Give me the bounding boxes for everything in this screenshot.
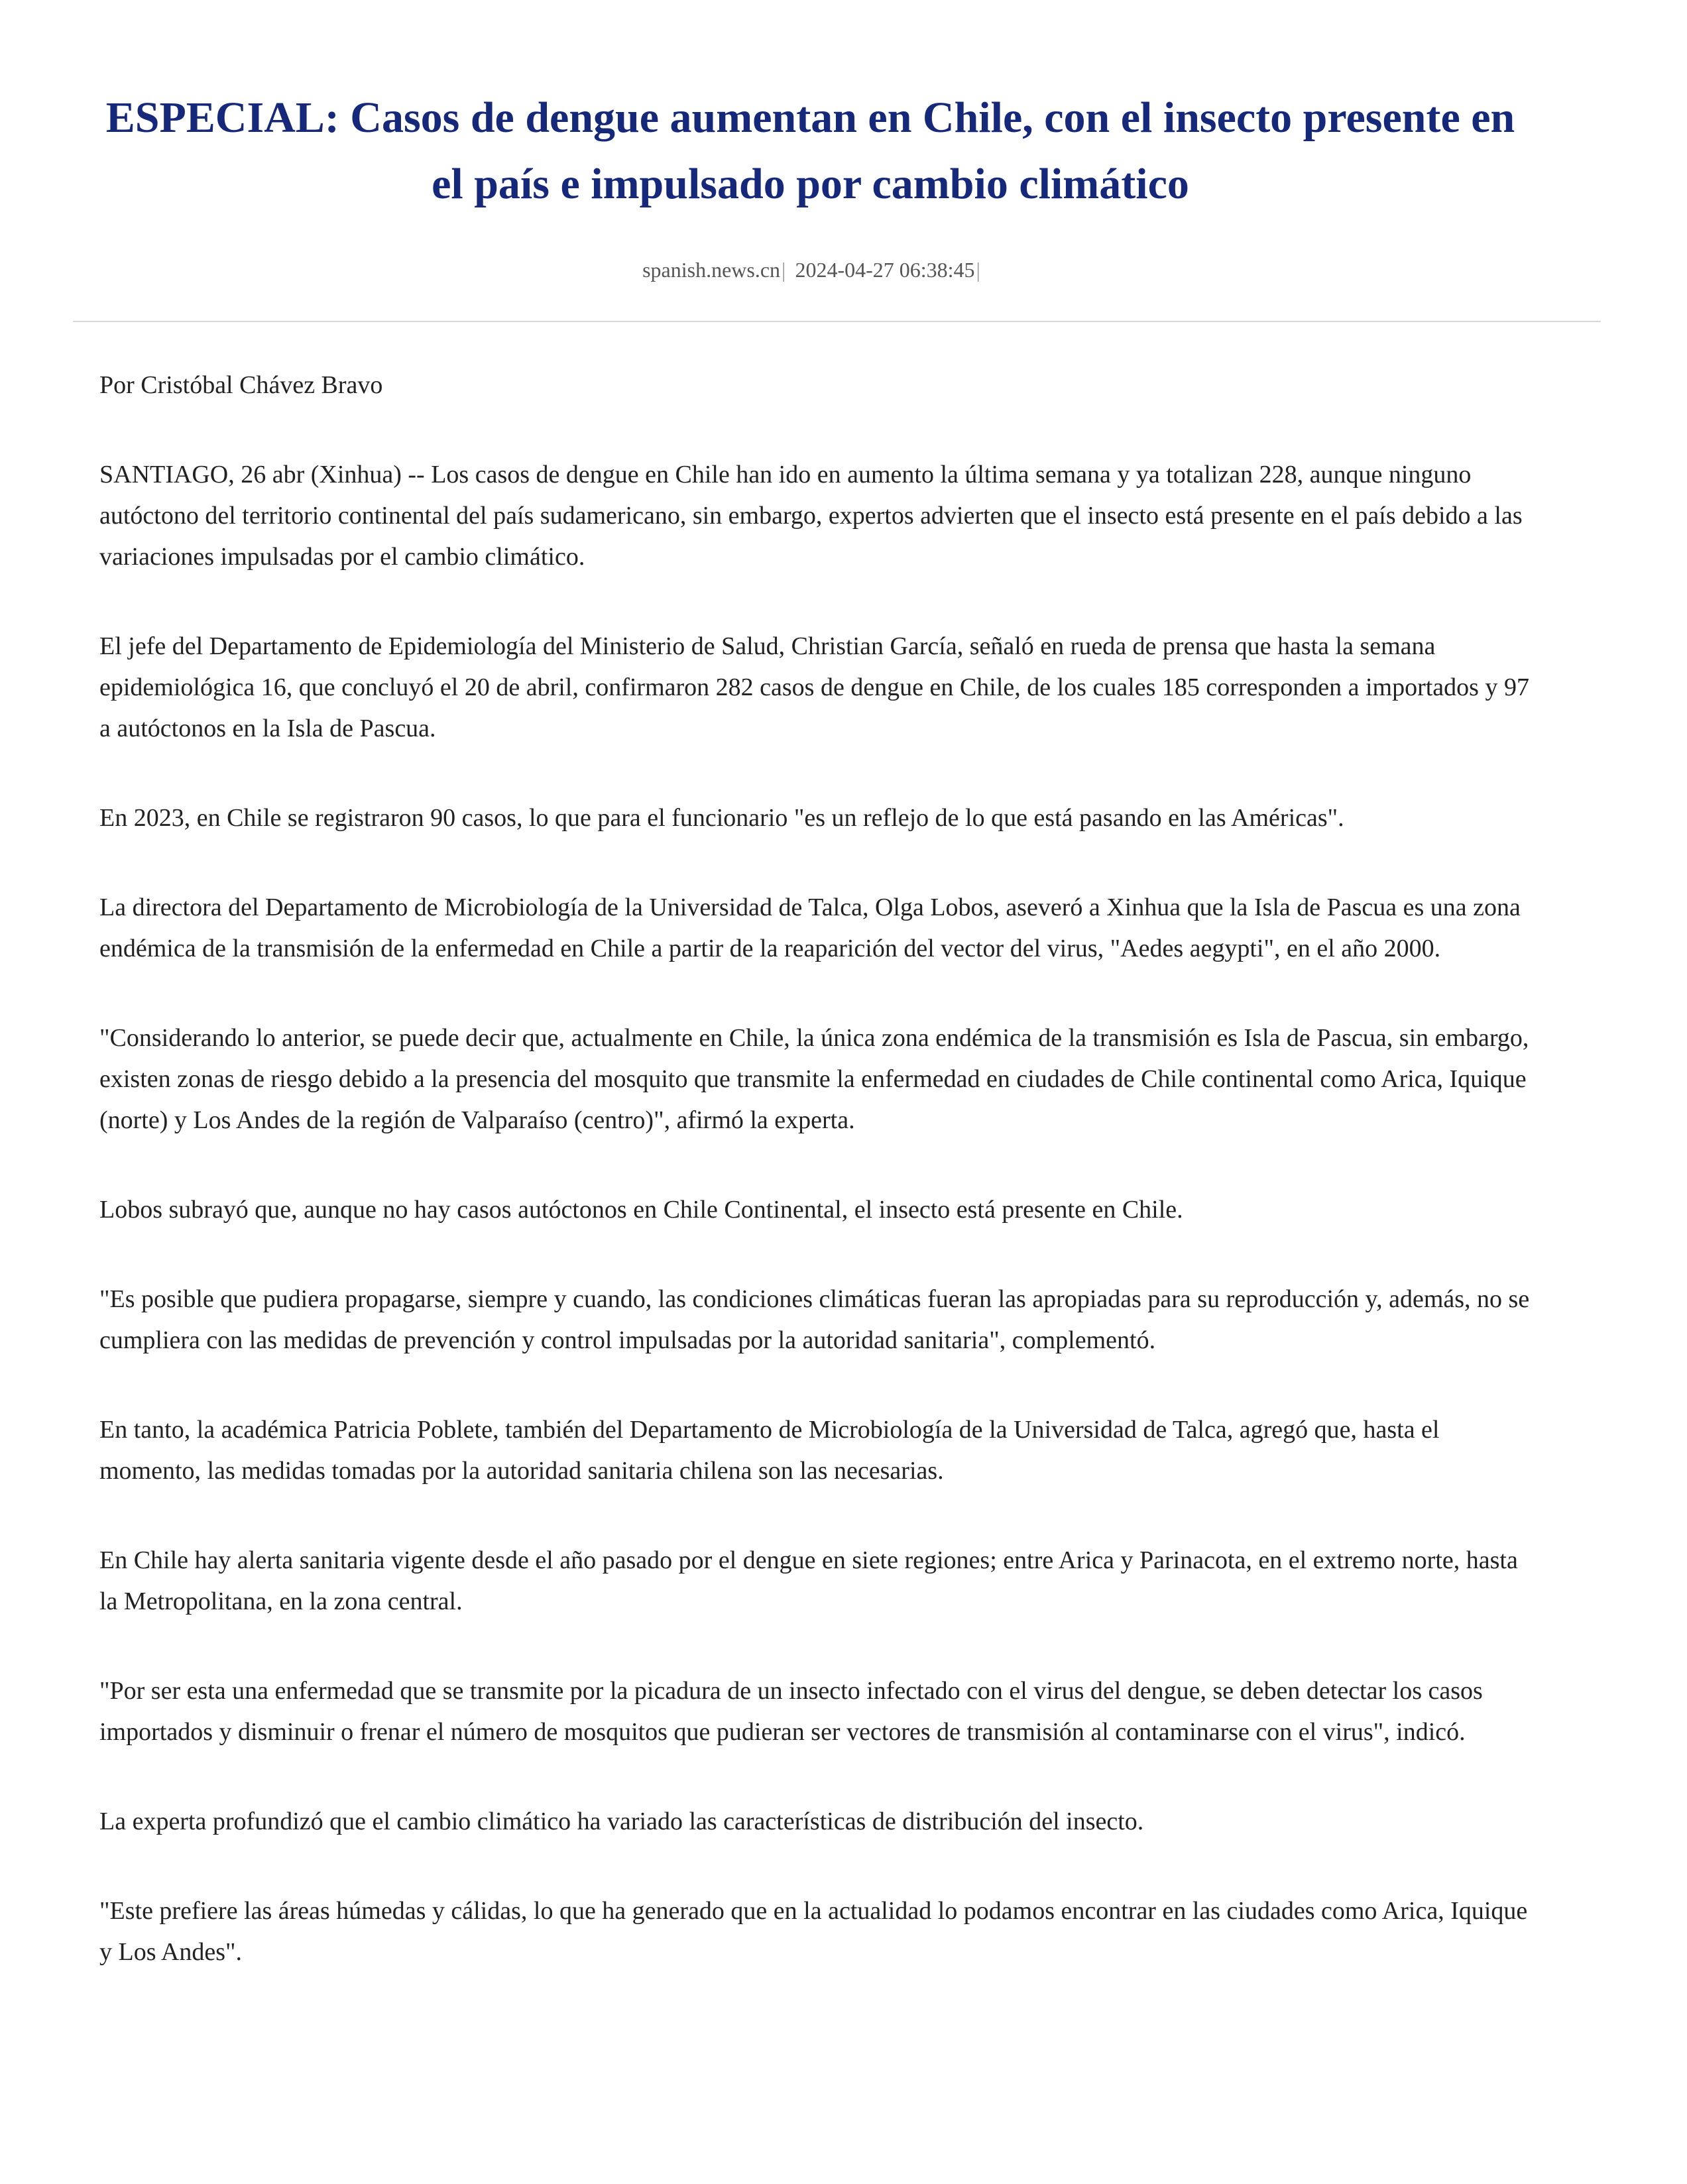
article-paragraph: "Por ser esta una enfermedad que se transmite por la picadura de un insecto infectado con el virus del dengue, se deben detectar los casos importados y disminuir o frenar el número de mosquitos que pudieran ser vectores de transmisión al contaminarse con el virus", indicó. [99, 1677, 1483, 1746]
header-divider [73, 321, 1601, 322]
article-paragraph: "Este prefiere las áreas húmedas y cálidas, lo que ha generado que en la actualidad lo podamos encontrar en las ciudades como Arica, Iquique y Los Andes". [99, 1897, 1528, 1966]
article-paragraph: La directora del Departamento de Microbiología de la Universidad de Talca, Olga Lobos, aseveró a Xinhua que la Isla de Pascua es una zona endémica de la transmisión de la enfermedad en Chile a partir de la reaparición del vector del virus, "Aedes aegypti", en el año 2000. [99, 893, 1521, 962]
article-paragraph: SANTIAGO, 26 abr (Xinhua) -- Los casos de dengue en Chile han ido en aumento la última semana y ya totalizan 228, aunque ninguno autóctono del territorio continental del país sudamericano, sin embargo, expertos advierten que el insecto está presente en el país debido a las variaciones impulsadas por el cambio climático. [99, 461, 1523, 571]
article-paragraph: El jefe del Departamento de Epidemiología del Ministerio de Salud, Christian García, señaló en rueda de prensa que hasta la semana epidemiológica 16, que concluyó el 20 de abril, confirmaron 282 casos de dengue en Chile, de los cuales 185 corresponden a importados y 97 a autóctonos en la Isla de Pascua. [99, 632, 1529, 742]
article-paragraph: "Considerando lo anterior, se puede decir que, actualmente en Chile, la única zona endémica de la transmisión es Isla de Pascua, sin embargo, existen zonas de riesgo debido a la presencia del mosquito que transmite la enfermedad en ciudades de Chile continental como Arica, Iquique (norte) y Los Andes de la región de Valparaíso (centro)", afirmó la experta. [99, 1024, 1529, 1134]
article-headline: ESPECIAL: Casos de dengue aumentan en Chile, con el insecto presente en el país e impulsado por cambio climático [105, 93, 1515, 208]
article-paragraph: Lobos subrayó que, aunque no hay casos autóctonos en Chile Continental, el insecto está presente en Chile. [99, 1196, 1183, 1224]
article-paragraph: La experta profundizó que el cambio climático ha variado las características de distribución del insecto. [99, 1808, 1144, 1835]
article-meta [0, 253, 1627, 286]
article-paragraph: En 2023, en Chile se registraron 90 casos, lo que para el funcionario "es un reflejo de lo que está pasando en las Américas". [99, 804, 1344, 832]
article-paragraph: En Chile hay alerta sanitaria vigente desde el año pasado por el dengue en siete regiones; entre Arica y Parinacota, en el extremo norte, hasta la Metropolitana, en la zona central. [99, 1546, 1518, 1615]
article-source[interactable]: spanish.news.cn [642, 258, 781, 282]
article-paragraph: En tanto, la académica Patricia Poblete, también del Departamento de Microbiología de la Universidad de Talca, agregó que, hasta el momento, las medidas tomadas por la autoridad sanitaria chilena son las necesarias. [99, 1416, 1440, 1485]
article-paragraph: "Es posible que pudiera propagarse, siempre y cuando, las condiciones climáticas fueran las apropiadas para su reproducción y, además, no se cumpliera con las medidas de prevención y control impulsadas por la autoridad sanitaria", complementó. [99, 1285, 1530, 1354]
meta-separator: | [976, 258, 980, 282]
article-datetime: 2024-04-27 06:38:45 [795, 258, 975, 282]
article-byline: Por Cristóbal Chávez Bravo [99, 371, 383, 399]
article-body [99, 365, 1531, 2021]
meta-separator: | [782, 258, 786, 282]
